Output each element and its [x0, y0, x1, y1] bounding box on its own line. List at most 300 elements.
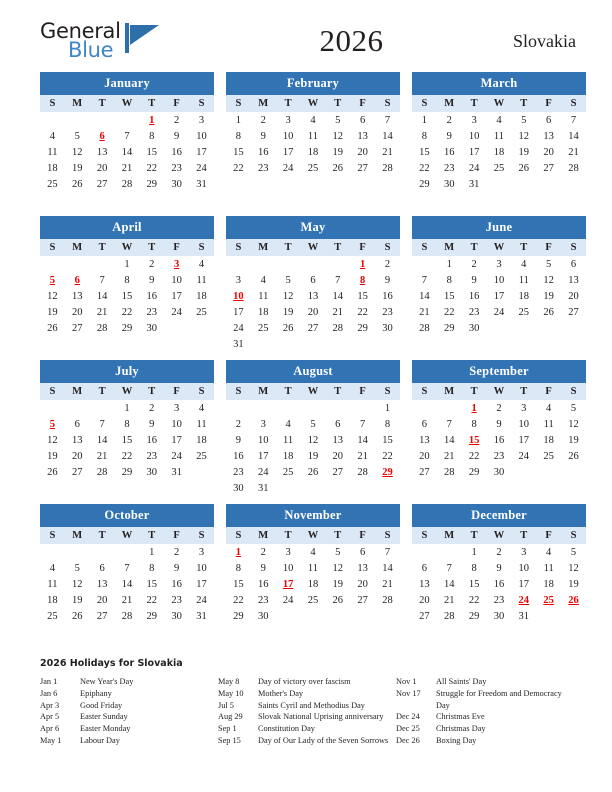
- week-row: [40, 448, 214, 464]
- day-cell: 24: [518, 451, 530, 462]
- day-cell: 22: [468, 451, 480, 462]
- day-cell: 24: [171, 307, 182, 318]
- day-cell: 27: [72, 323, 83, 334]
- day-cell-empty: [325, 624, 350, 640]
- day-cell: 5: [310, 419, 316, 430]
- day-cell: 1: [124, 259, 130, 270]
- day-cell: 10: [493, 275, 505, 286]
- day-cell-empty: [561, 464, 586, 480]
- weekday-header: W: [487, 239, 512, 256]
- day-cell: 21: [568, 147, 579, 158]
- day-cell: 25: [518, 307, 530, 318]
- day-cell-empty: [301, 480, 326, 496]
- holiday-date: Apr 3: [40, 700, 60, 710]
- day-cell: 30: [233, 483, 244, 494]
- weekday-header: W: [115, 95, 140, 112]
- weekday-header: F: [350, 239, 375, 256]
- day-cell: 10: [196, 563, 207, 574]
- day-cell: 18: [47, 595, 58, 606]
- day-cell: 23: [382, 307, 393, 318]
- week-row: [226, 144, 400, 160]
- day-cell-empty: [115, 336, 140, 352]
- day-cell: 4: [310, 115, 316, 126]
- week-row: [226, 448, 400, 464]
- day-cell: 7: [446, 419, 452, 430]
- day-cell: 25: [493, 163, 505, 174]
- day-cell: 4: [49, 563, 56, 574]
- day-cell: 29: [468, 611, 480, 622]
- day-cell: 26: [543, 307, 554, 318]
- day-cell: 22: [382, 451, 393, 462]
- week-row: [40, 464, 214, 480]
- holiday-date: Apr 6: [40, 724, 60, 734]
- weekday-header-row: [412, 527, 586, 544]
- weekday-header: M: [65, 527, 90, 544]
- day-cell: 9: [174, 131, 180, 142]
- day-cell: 28: [121, 611, 133, 622]
- day-cell: 5: [546, 259, 552, 270]
- day-cell: 13: [543, 131, 554, 142]
- week-row: [412, 608, 586, 624]
- month-table: [40, 527, 214, 640]
- day-cell: 13: [96, 579, 108, 590]
- month-block-november: [226, 504, 400, 640]
- day-cell-empty: [115, 624, 140, 640]
- day-cell: 14: [96, 435, 108, 446]
- day-cell-empty: [226, 192, 251, 208]
- day-cell: 2: [496, 403, 502, 414]
- weekday-header: T: [325, 239, 350, 256]
- weekday-header: T: [325, 527, 350, 544]
- day-cell: 21: [121, 163, 133, 174]
- week-row: [412, 128, 586, 144]
- day-cell-empty: [511, 480, 536, 496]
- week-row: [226, 544, 400, 560]
- day-cell-empty: [164, 336, 189, 352]
- day-cell-empty: [412, 544, 437, 560]
- day-cell-holiday: 29: [382, 467, 393, 478]
- day-cell-empty: [561, 320, 586, 336]
- day-cell-empty: [325, 608, 350, 624]
- day-cell: 22: [146, 163, 158, 174]
- day-cell-empty: [65, 544, 90, 560]
- holiday-list-item: [396, 723, 574, 735]
- day-cell-empty: [350, 192, 375, 208]
- day-cell-empty: [375, 192, 400, 208]
- weekday-header: F: [164, 527, 189, 544]
- day-cell: 11: [307, 563, 319, 574]
- weekday-header-row: [226, 527, 400, 544]
- weekday-header: S: [226, 527, 251, 544]
- day-cell-empty: [65, 192, 90, 208]
- weekday-header: S: [189, 95, 214, 112]
- day-cell: 3: [521, 547, 527, 558]
- weekday-header: T: [511, 383, 536, 400]
- day-cell-empty: [251, 176, 276, 192]
- day-cell-empty: [139, 336, 164, 352]
- weekday-header: W: [487, 95, 512, 112]
- day-cell-empty: [65, 400, 90, 416]
- weekday-header: T: [276, 95, 301, 112]
- day-cell: 12: [568, 563, 579, 574]
- day-cell: 9: [384, 275, 391, 286]
- day-cell: 19: [307, 451, 319, 462]
- week-row: [412, 112, 586, 128]
- month-table: [412, 527, 586, 640]
- day-cell: 29: [444, 323, 455, 334]
- day-cell-empty: [462, 192, 487, 208]
- weekday-header: T: [276, 527, 301, 544]
- month-block-june: [412, 216, 586, 352]
- weekday-header: F: [536, 239, 561, 256]
- day-cell: 4: [198, 259, 205, 270]
- holidays-column: [396, 676, 574, 747]
- holiday-name: Good Friday: [80, 700, 123, 710]
- day-cell: 8: [471, 419, 477, 430]
- weekday-header-row: [40, 239, 214, 256]
- day-cell: 10: [518, 563, 530, 574]
- weekday-header: S: [189, 527, 214, 544]
- day-cell-holiday: 24: [518, 595, 530, 606]
- day-cell: 3: [198, 547, 205, 558]
- day-cell: 13: [332, 435, 344, 446]
- day-cell-empty: [251, 336, 276, 352]
- holiday-list-item: [218, 700, 396, 712]
- day-cell: 9: [260, 563, 266, 574]
- month-title: October: [40, 504, 214, 527]
- day-cell: 10: [518, 419, 530, 430]
- week-row: [412, 320, 586, 336]
- week-row: [412, 448, 586, 464]
- day-cell-empty: [511, 464, 536, 480]
- day-cell: 3: [260, 419, 266, 430]
- day-cell: 11: [493, 131, 505, 142]
- day-cell: 21: [96, 451, 108, 462]
- day-cell: 29: [357, 323, 368, 334]
- day-cell: 30: [493, 611, 505, 622]
- day-cell-empty: [189, 320, 214, 336]
- day-cell: 4: [546, 547, 552, 558]
- day-cell: 9: [174, 563, 180, 574]
- day-cell: 16: [171, 579, 182, 590]
- day-cell: 8: [235, 563, 242, 574]
- holiday-date: May 10: [218, 688, 244, 698]
- weekday-header: M: [65, 383, 90, 400]
- day-cell-empty: [536, 624, 561, 640]
- day-cell: 16: [493, 579, 505, 590]
- month-table: [226, 383, 400, 496]
- day-cell: 26: [332, 163, 344, 174]
- day-cell-empty: [40, 256, 65, 272]
- day-cell: 28: [382, 595, 393, 606]
- month-block-february: [226, 72, 400, 208]
- day-cell: 13: [419, 579, 430, 590]
- day-cell: 6: [421, 419, 428, 430]
- holiday-list-item: [40, 735, 218, 747]
- day-cell: 6: [360, 115, 366, 126]
- weekday-header: T: [139, 239, 164, 256]
- day-cell: 3: [285, 547, 291, 558]
- holiday-date: Dec 25: [396, 724, 420, 734]
- day-cell: 14: [382, 131, 393, 142]
- day-cell: 7: [335, 275, 341, 286]
- week-row: [226, 608, 400, 624]
- day-cell: 22: [146, 595, 158, 606]
- week-row: [412, 464, 586, 480]
- day-cell: 10: [196, 131, 207, 142]
- day-cell: 14: [419, 291, 430, 302]
- holiday-list-item: [218, 688, 396, 700]
- day-cell: 21: [444, 451, 455, 462]
- day-cell: 27: [96, 611, 108, 622]
- weekday-header: M: [437, 95, 462, 112]
- holiday-name: Christmas Eve: [436, 712, 485, 722]
- weekday-header-row: [40, 95, 214, 112]
- weekday-header: M: [437, 239, 462, 256]
- day-cell-empty: [65, 336, 90, 352]
- day-cell-holiday: 8: [360, 275, 366, 286]
- weekday-header-row: [40, 527, 214, 544]
- week-row: [412, 432, 586, 448]
- day-cell-empty: [301, 336, 326, 352]
- week-row: [226, 320, 400, 336]
- day-cell-empty: [276, 336, 301, 352]
- day-cell-empty: [276, 192, 301, 208]
- week-row: [40, 592, 214, 608]
- day-cell: 26: [568, 451, 579, 462]
- weekday-header: W: [301, 95, 326, 112]
- day-cell: 23: [493, 595, 505, 606]
- day-cell: 8: [384, 419, 391, 430]
- month-block-march: [412, 72, 586, 208]
- day-cell-empty: [301, 608, 326, 624]
- day-cell: 9: [446, 131, 452, 142]
- week-row: [412, 544, 586, 560]
- day-cell: 7: [384, 547, 391, 558]
- weekday-header: T: [511, 527, 536, 544]
- day-cell-empty: [437, 480, 462, 496]
- day-cell-empty: [65, 112, 90, 128]
- weekday-header: W: [115, 239, 140, 256]
- week-row: [226, 256, 400, 272]
- day-cell: 18: [282, 451, 294, 462]
- month-title: February: [226, 72, 400, 95]
- day-cell: 1: [149, 547, 155, 558]
- day-cell: 27: [357, 163, 368, 174]
- week-row: [226, 112, 400, 128]
- day-cell: 6: [74, 419, 80, 430]
- weekday-header: W: [301, 527, 326, 544]
- day-cell: 17: [518, 579, 530, 590]
- day-cell: 23: [468, 307, 480, 318]
- day-cell: 5: [570, 403, 577, 414]
- day-cell: 4: [546, 403, 552, 414]
- day-cell: 12: [47, 291, 58, 302]
- holiday-list-item: [396, 711, 574, 723]
- holiday-name: Christmas Day: [436, 724, 486, 734]
- month-table: [412, 239, 586, 352]
- logo-general-text: General: [40, 19, 121, 43]
- week-row: [40, 272, 214, 288]
- logo-triangle-shape: [130, 25, 159, 45]
- holiday-list-item: [40, 700, 218, 712]
- day-cell: 17: [233, 307, 244, 318]
- holiday-name: New Year's Day: [80, 677, 134, 686]
- week-row: [412, 144, 586, 160]
- holiday-name: Easter Monday: [80, 724, 131, 734]
- day-cell-holiday: 6: [74, 275, 80, 286]
- month-title: November: [226, 504, 400, 527]
- day-cell: 11: [543, 419, 554, 430]
- day-cell-empty: [189, 336, 214, 352]
- day-cell-empty: [511, 176, 536, 192]
- week-row: [40, 560, 214, 576]
- day-cell-empty: [350, 480, 375, 496]
- day-cell-empty: [90, 192, 115, 208]
- holiday-date: Dec 26: [396, 735, 420, 745]
- day-cell-empty: [139, 480, 164, 496]
- day-cell: 13: [357, 563, 368, 574]
- day-cell: 3: [235, 275, 242, 286]
- weekday-header-row: [226, 95, 400, 112]
- day-cell-empty: [511, 192, 536, 208]
- day-cell: 14: [121, 147, 133, 158]
- holiday-list-item: [396, 735, 574, 747]
- day-cell-empty: [226, 256, 251, 272]
- weekday-header: T: [90, 383, 115, 400]
- weekday-header: S: [561, 95, 586, 112]
- day-cell: 7: [124, 131, 130, 142]
- week-row: [226, 592, 400, 608]
- day-cell: 25: [282, 467, 294, 478]
- holidays-section: [0, 640, 612, 747]
- day-cell-empty: [189, 192, 214, 208]
- day-cell-empty: [139, 624, 164, 640]
- day-cell: 10: [282, 131, 294, 142]
- week-row: [40, 192, 214, 208]
- week-row: [226, 288, 400, 304]
- day-cell-empty: [301, 176, 326, 192]
- day-cell: 24: [171, 451, 182, 462]
- day-cell: 16: [468, 291, 480, 302]
- logo-bar-shape: [125, 23, 129, 53]
- weekday-header: S: [561, 383, 586, 400]
- day-cell: 14: [382, 563, 393, 574]
- day-cell: 31: [258, 483, 269, 494]
- holidays-column: [40, 676, 218, 747]
- day-cell-empty: [115, 112, 140, 128]
- day-cell-empty: [462, 336, 487, 352]
- week-row: [40, 128, 214, 144]
- weekday-header: F: [536, 95, 561, 112]
- day-cell: 10: [171, 419, 182, 430]
- month-table: [40, 239, 214, 352]
- day-cell: 19: [332, 147, 344, 158]
- day-cell: 7: [446, 563, 452, 574]
- day-cell: 17: [196, 579, 207, 590]
- weekday-header: W: [301, 383, 326, 400]
- day-cell: 1: [446, 259, 452, 270]
- day-cell: 23: [171, 595, 182, 606]
- day-cell: 14: [444, 435, 455, 446]
- holiday-list-item: [396, 688, 574, 712]
- day-cell: 5: [521, 115, 527, 126]
- day-cell: 26: [282, 323, 294, 334]
- day-cell-empty: [561, 176, 586, 192]
- week-row: [40, 416, 214, 432]
- day-cell-empty: [40, 544, 65, 560]
- day-cell-holiday: 17: [282, 579, 294, 590]
- day-cell: 22: [357, 307, 368, 318]
- holiday-list-item: [40, 688, 218, 700]
- day-cell: 25: [258, 323, 269, 334]
- day-cell: 18: [307, 147, 319, 158]
- day-cell: 21: [382, 147, 393, 158]
- weekday-header-row: [226, 239, 400, 256]
- weekday-header: F: [350, 527, 375, 544]
- day-cell: 28: [568, 163, 579, 174]
- day-cell: 17: [196, 147, 207, 158]
- month-table: [412, 383, 586, 496]
- week-row: [226, 432, 400, 448]
- day-cell: 26: [307, 467, 319, 478]
- day-cell: 13: [357, 131, 368, 142]
- day-cell: 4: [496, 115, 502, 126]
- day-cell: 22: [121, 307, 133, 318]
- day-cell: 13: [307, 291, 319, 302]
- day-cell: 28: [96, 323, 108, 334]
- holiday-list-item: [218, 711, 396, 723]
- day-cell-empty: [115, 544, 140, 560]
- month-title: June: [412, 216, 586, 239]
- day-cell-empty: [487, 176, 512, 192]
- day-cell: 20: [72, 451, 83, 462]
- day-cell-empty: [412, 192, 437, 208]
- day-cell: 14: [568, 131, 579, 142]
- weekday-header: M: [251, 239, 276, 256]
- holiday-date: Sep 15: [218, 735, 241, 745]
- day-cell-holiday: 1: [149, 115, 155, 126]
- day-cell: 26: [72, 611, 83, 622]
- month-table: [226, 95, 400, 208]
- weekday-header: M: [65, 239, 90, 256]
- day-cell-empty: [301, 192, 326, 208]
- weekday-header: T: [462, 95, 487, 112]
- holiday-name: Saints Cyril and Methodius Day: [258, 700, 365, 710]
- weekday-header: S: [375, 95, 400, 112]
- day-cell: 25: [307, 595, 319, 606]
- day-cell: 21: [121, 595, 133, 606]
- day-cell: 2: [149, 403, 155, 414]
- day-cell-empty: [65, 624, 90, 640]
- day-cell: 24: [196, 163, 207, 174]
- day-cell: 6: [421, 563, 428, 574]
- weekday-header: S: [375, 383, 400, 400]
- day-cell: 10: [468, 131, 480, 142]
- day-cell: 12: [518, 131, 530, 142]
- day-cell-empty: [511, 336, 536, 352]
- day-cell: 15: [233, 147, 244, 158]
- holiday-date: Jan 1: [40, 677, 58, 686]
- week-row: [412, 192, 586, 208]
- day-cell-empty: [189, 464, 214, 480]
- day-cell-empty: [412, 256, 437, 272]
- day-cell: 1: [124, 403, 130, 414]
- week-row: [412, 272, 586, 288]
- day-cell: 24: [233, 323, 244, 334]
- day-cell: 20: [419, 451, 430, 462]
- day-cell: 2: [174, 115, 180, 126]
